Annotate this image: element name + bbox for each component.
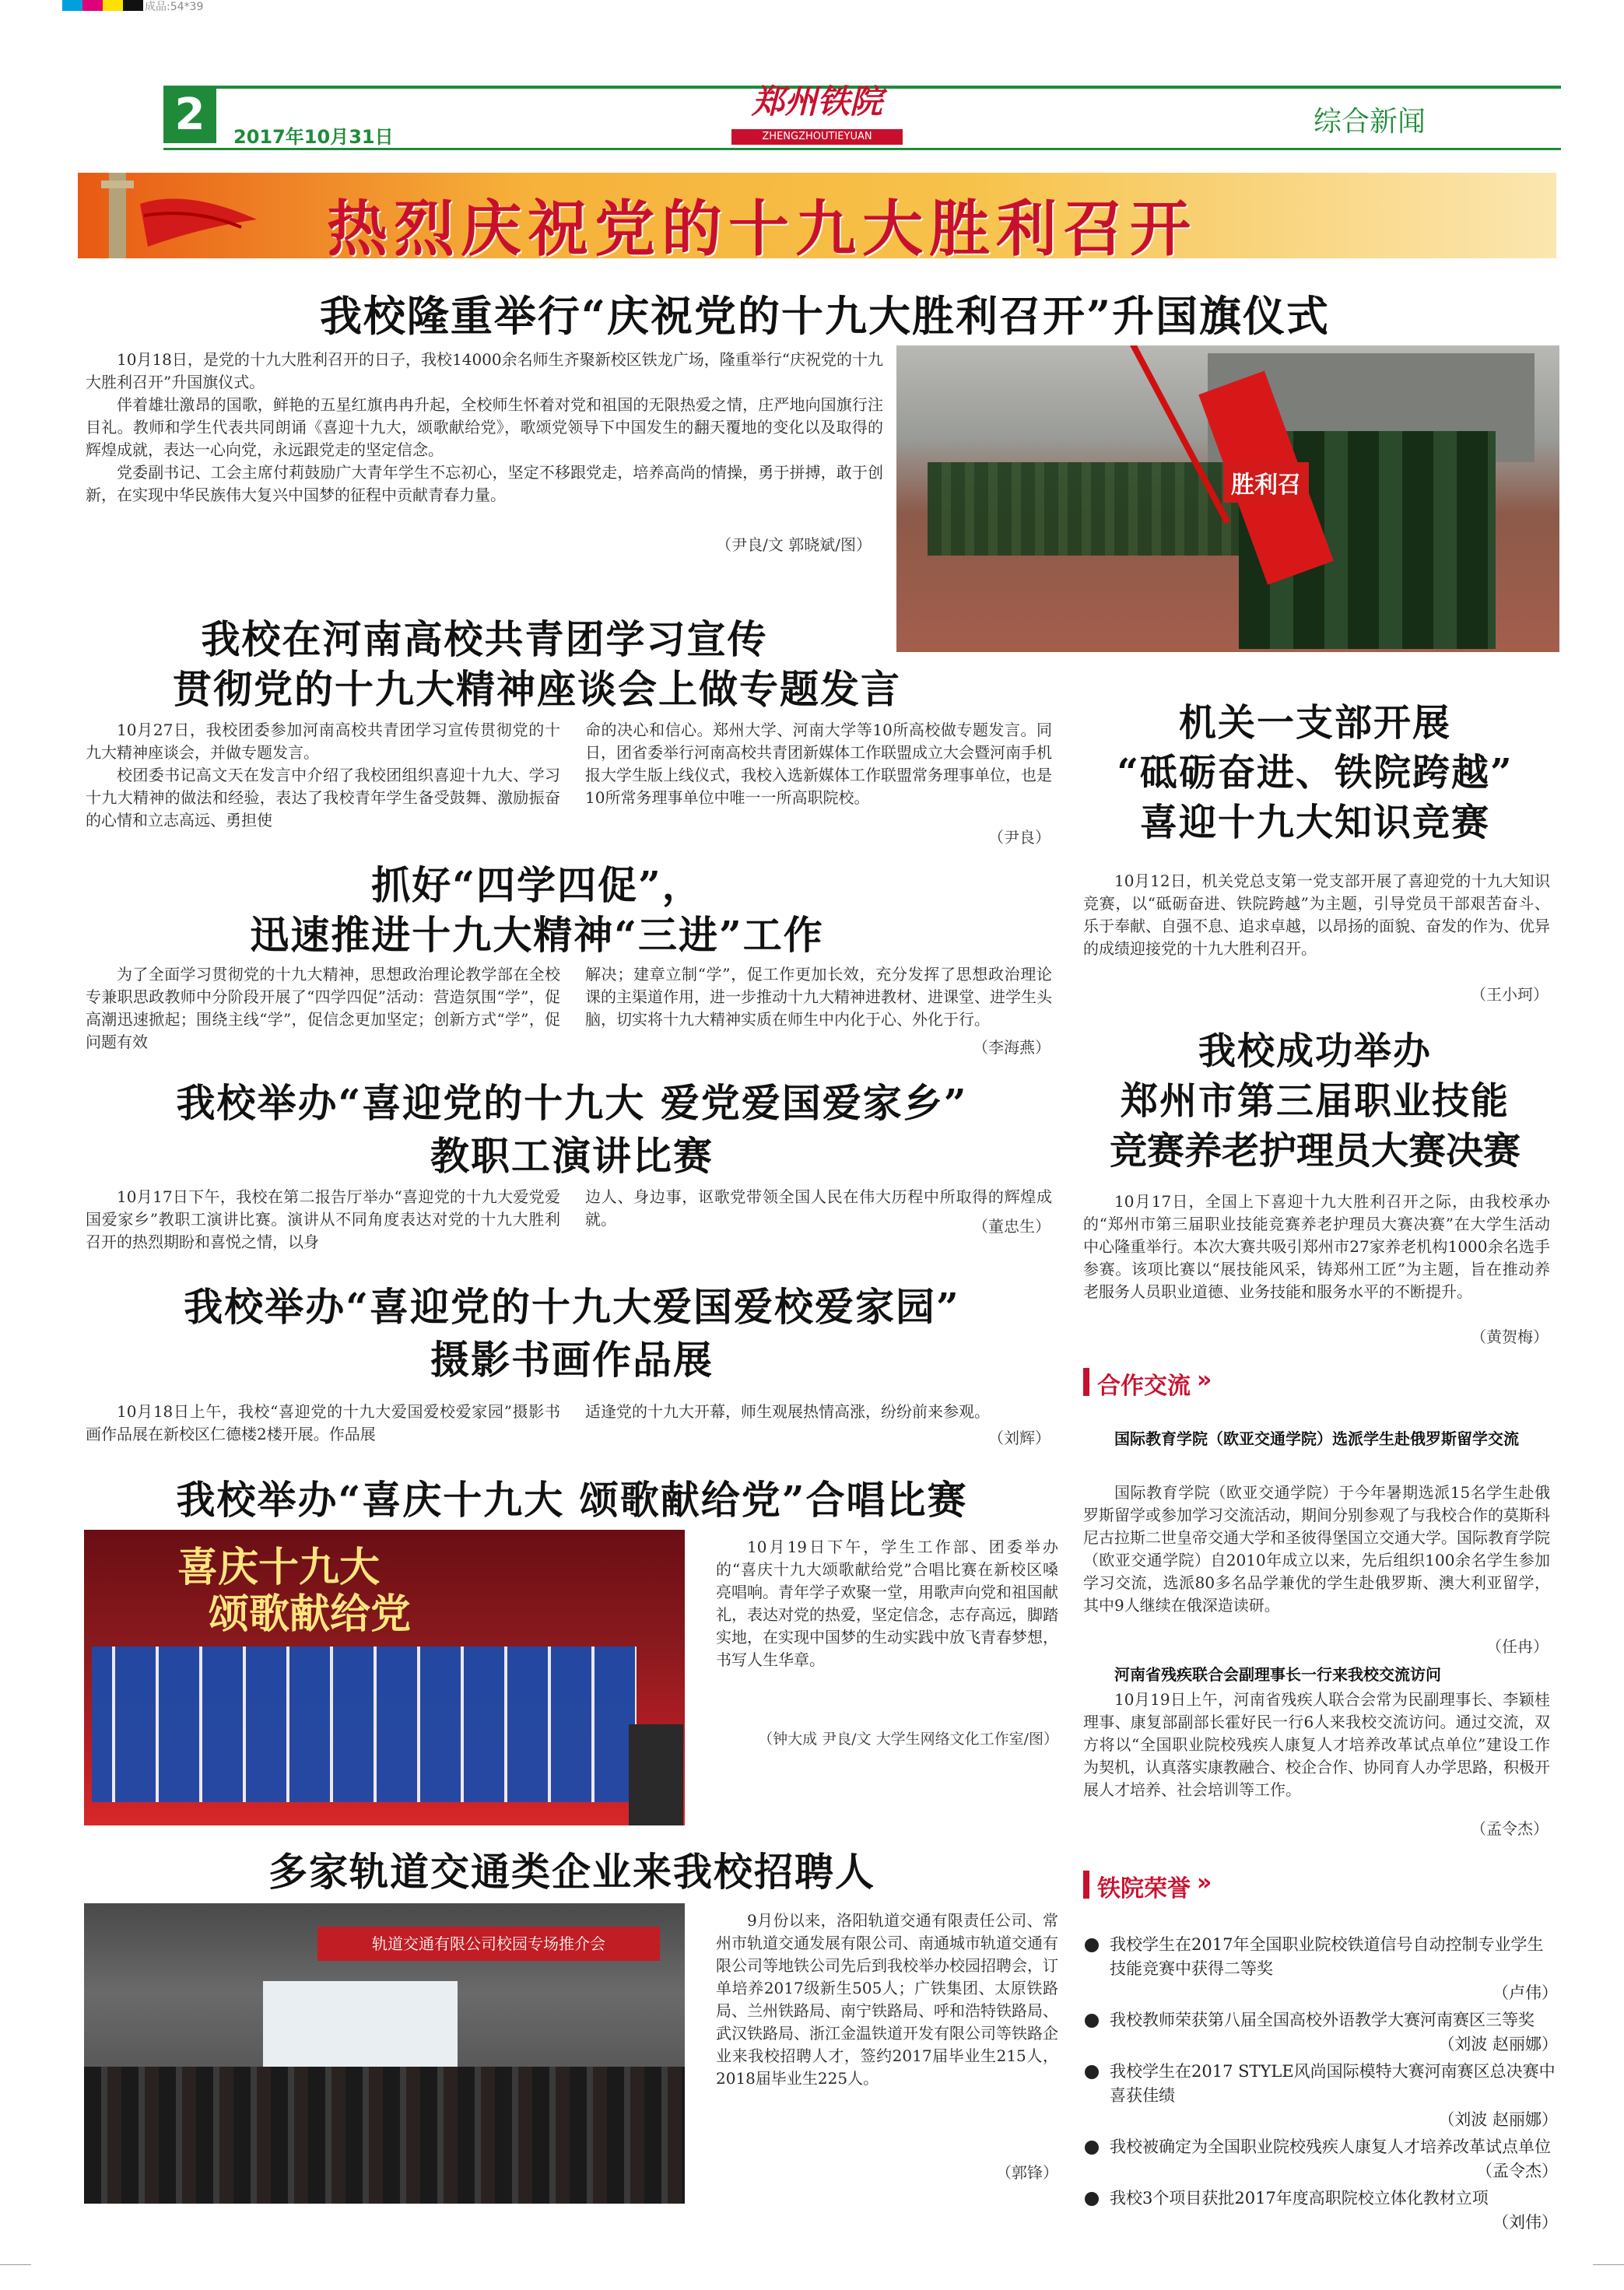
print-color-marks	[62, 0, 143, 11]
r1-title-line1: 机关一支部开展	[1178, 701, 1451, 745]
article7-title: 多家轨道交通类企业来我校招聘人	[268, 1849, 875, 1895]
honor-item-text: 我校被确定为全国职业院校残疾人康复人才培养改革试点单位	[1110, 2137, 1551, 2156]
flag-ceremony-photo	[896, 345, 1559, 652]
honor-item-text: 我校学生在2017年全国职业院校铁道信号自动控制专业学生技能竞赛中获得二等奖	[1110, 1935, 1544, 1978]
article6-p1: 10月19日下午，学生工作部、团委举办的“喜庆十九大颂歌献给党”合唱比赛在新校区嗓亮唱响。青年学子欢聚一堂，用歌声向党和祖国献礼，表达对党的热爱，坚定信念，志存高远，脚踏实地，在实现中国梦的生动实践中放飞青春梦想，书写人生华章。	[716, 1538, 1058, 1669]
honor-item-text: 我校3个项目获批2017年度高职院校立体化教材立项	[1110, 2189, 1489, 2208]
coop-section-marker	[1083, 1368, 1089, 1396]
bullet-icon	[1085, 2014, 1099, 2028]
article2-p3: 命的决心和信心。郑州大学、河南大学等10所高校做专题发言。同日，团省委举行河南高校共青团新媒体工作联盟成立大会暨河南手机报大学生版上线仪式，我校入选新媒体工作联盟常务理事单位，也是10所常务理事单位中唯一一所高职院校。	[585, 721, 1052, 807]
article5-body-left	[86, 1401, 560, 1446]
article2-p2: 校团委书记高文天在发言中介绍了我校团组织喜迎十九大、学习十九大精神的做法和经验，表达了我校青年学生备受鼓舞、激励振奋的心情和立志高远、勇担使	[86, 766, 560, 829]
huabiao-icon	[78, 173, 280, 258]
article5-p1: 10月18日上午，我校“喜迎党的十九大爱国爱校爱家园”摄影书画作品展在新校区仁德楼2楼开展。作品展	[86, 1402, 560, 1443]
article3-p1: 为了全面学习贯彻党的十九大精神，思想政治理论教学部在全校专兼职思政教师中分阶段开展了“四学四促”活动：营造氛围“学”，促高潮迅速掀起；围绕主线“学”，促信念更加坚定；创新方式“学”，促问题有效	[86, 965, 560, 1051]
article7-body	[716, 1910, 1058, 2090]
coop-s1-title: 国际教育学院（欧亚交通学院）选派学生赴俄罗斯留学交流	[1114, 1429, 1519, 1448]
coop-s1-body	[1083, 1482, 1550, 1617]
chevron-right-icon: »	[1197, 1366, 1212, 1394]
issue-date: 2017年10月31日	[233, 126, 394, 148]
article4-body-left	[86, 1186, 560, 1254]
article2-body-left	[86, 719, 560, 832]
honor-item-byline: （刘伟）	[1492, 2213, 1558, 2232]
honor-item-text: 我校教师荣获第八届全国高校外语教学大赛河南赛区三等奖	[1110, 2011, 1535, 2029]
print-size: 成品:54*39	[145, 1, 204, 13]
honor-item-byline: （刘波 赵丽娜）	[1438, 2110, 1558, 2129]
bullet-icon	[1085, 2065, 1099, 2079]
honor-item-byline: （刘波 赵丽娜）	[1438, 2035, 1558, 2053]
r2-title-line3: 竞赛养老护理员大赛决赛	[1109, 1129, 1521, 1173]
r1-p1: 10月12日，机关党总支第一党支部开展了喜迎党的十九大知识竞赛，以“砥砺奋进、铁院跨越”为主题，引导党员干部艰苦奋斗、乐于奉献、自强不息、追求卓越，以昂扬的面貌、奋发的作为、优异的成绩迎接党的十九大胜利召开。	[1083, 871, 1550, 958]
honor-item	[1083, 2060, 1558, 2132]
article3-body-right	[585, 963, 1052, 1031]
article1-p1: 10月18日，是党的十九大胜利召开的日子，我校14000余名师生齐聚新校区铁龙广场，隆重举行“庆祝党的十九大胜利召开”升国旗仪式。	[86, 350, 883, 391]
article2-title-line1: 我校在河南高校共青团学习宣传	[201, 616, 768, 662]
honor-item	[1083, 1933, 1558, 2005]
article1-p3: 党委副书记、工会主席付莉鼓励广大青年学生不忘初心，坚定不移跟党走，培养高尚的情操，勇于拼搏，敢于创新，在实现中华民族伟大复兴中国梦的征程中贡献青春力量。	[86, 463, 883, 504]
article3-title-line1: 抓好“四学四促”，	[371, 862, 703, 908]
coop-s1-byline: （任冉）	[1486, 1637, 1549, 1656]
honor-list	[1083, 1933, 1558, 2238]
honor-section-marker	[1083, 1871, 1089, 1899]
r1-byline: （王小珂）	[1471, 985, 1549, 1004]
article5-byline: （刘辉）	[988, 1429, 1051, 1447]
article1-p2: 伴着雄壮激昂的国歌，鲜艳的五星红旗冉冉升起，全校师生怀着对党和祖国的无限热爱之情，庄严地向国旗行注目礼。教师和学生代表共同朗诵《喜迎十九大，颂歌献给党》，歌颂党领导下中国发生的翻天覆地的变化以及取得的辉煌成就，表达一心向党，永远跟党走的坚定信念。	[86, 395, 883, 459]
coop-s1-p: 国际教育学院（欧亚交通学院）于今年暑期选派15名学生赴俄罗斯留学或参加学习交流活动，期间分别参观了与我校合作的莫斯科尼古拉斯二世皇帝交通大学和圣彼得堡国立交通大学。国际教育学院（欧亚交通学院）自2010年成立以来，先后组织100余名学生参加学习交流，选派80多名品学兼优的学生赴俄罗斯、澳大利亚留学，其中9人继续在俄深造读研。	[1083, 1483, 1550, 1615]
r2-title-line1: 我校成功举办	[1198, 1029, 1432, 1073]
article7-p1: 9月份以来，洛阳轨道交通有限责任公司、常州市轨道交通发展有限公司、南通城市轨道交通有限公司等地铁公司先后到我校举办校园招聘会，订单培养2017级新生505人；广铁集团、太原铁路局、兰州铁路局、南宁铁路局、呼和浩特铁路局、武汉铁路局、浙江金温铁道开发有限公司等铁路企业来我校招聘人才，签约2017届毕业生215人，2018届毕业生225人。	[716, 1911, 1058, 2088]
article5-title-line1: 我校举办“喜迎党的十九大爱国爱校爱家园”	[184, 1284, 960, 1330]
article2-p1: 10月27日，我校团委参加河南高校共青团学习宣传贯彻党的十九大精神座谈会，并做专题发言。	[86, 721, 560, 762]
page-number: 2	[163, 87, 216, 143]
photo-banner-text: 胜利召	[1223, 462, 1309, 503]
chevron-right-icon: »	[1197, 1869, 1212, 1896]
recruitment-photo	[84, 1903, 685, 2204]
r1-title-line2: “砥砺奋进、铁院跨越”	[1117, 751, 1514, 794]
photo-text-line1: 喜庆十九大	[177, 1544, 381, 1591]
article2-body-right	[585, 719, 1052, 809]
article6-body	[716, 1536, 1058, 1671]
article4-p1: 10月17日下午，我校在第二报告厅举办“喜迎党的十九大爱党爱国爱家乡”教职工演讲比赛。演讲从不同角度表达对党的十九大胜利召开的热烈期盼和喜悦之情，以身	[86, 1187, 560, 1251]
honor-item	[1083, 2135, 1558, 2183]
article7-byline: （郭锋）	[996, 2163, 1058, 2182]
choir-photo	[84, 1530, 685, 1825]
article5-title-line2: 摄影书画作品展	[430, 1337, 714, 1383]
banner	[78, 173, 1556, 265]
photo-text-line2: 颂歌献给党	[209, 1590, 412, 1638]
r2-body	[1083, 1191, 1550, 1303]
honor-item	[1083, 2008, 1558, 2057]
photo-audience	[84, 2067, 685, 2204]
photo-choir	[92, 1646, 637, 1802]
article1-body	[86, 349, 883, 507]
r1-body	[1083, 870, 1550, 960]
banner-title: 热烈庆祝党的十九大胜利召开	[327, 194, 1198, 265]
honor-item-byline: （卢伟）	[1492, 1983, 1558, 2002]
article2-title-line2: 贯彻党的十九大精神座谈会上做专题发言	[173, 666, 901, 712]
masthead-logo: 郑州铁院	[751, 82, 882, 121]
article1-byline: （尹良/文 郭晓斌/图）	[716, 535, 872, 554]
r2-p1: 10月17日，全国上下喜迎十九大胜利召开之际，由我校承办的“郑州市第三届职业技能竞赛养老护理员大赛决赛”在大学生活动中心隆重举行。本次大赛共吸引郑州市27家养老机构1000余名选手参赛。该项比赛以“展技能风采，铸郑州工匠”为主题，旨在推动养老服务人员职业道德、业务技能和服务水平的不断提升。	[1083, 1192, 1550, 1301]
article3-byline: （李海燕）	[973, 1038, 1051, 1057]
article2-byline: （尹良）	[988, 828, 1051, 847]
coop-s2-title: 河南省残疾联合会副理事长一行来我校交流访问	[1114, 1665, 1441, 1684]
bullet-icon	[1085, 2192, 1099, 2206]
coop-s2-byline: （孟令杰）	[1471, 1819, 1549, 1838]
coop-section-title: 合作交流	[1097, 1373, 1191, 1400]
honor-item-text: 我校学生在2017 STYLE风尚国际模特大赛河南赛区总决赛中喜获佳绩	[1110, 2062, 1556, 2105]
article5-body-right	[585, 1401, 1052, 1423]
crop-mark	[0, 2264, 31, 2265]
article4-byline: （董忠生）	[973, 1217, 1051, 1236]
r2-title-line2: 郑州市第三届职业技能	[1120, 1079, 1510, 1123]
masthead-logo-en: ZHENGZHOUTIEYUAN	[731, 129, 903, 145]
photo-banner: 轨道交通有限公司校园专场推介会	[317, 1927, 660, 1961]
article4-title-line1: 我校举办“喜迎党的十九大 爱党爱国爱家乡”	[176, 1080, 968, 1126]
article3-body-left	[86, 963, 560, 1054]
article6-title: 我校举办“喜庆十九大 颂歌献给党”合唱比赛	[176, 1477, 968, 1523]
coop-s2-body	[1083, 1689, 1550, 1801]
article4-p2: 边人、身边事，讴歌党带领全国人民在伟大历程中所取得的辉煌成就。	[585, 1187, 1052, 1229]
article3-title-line2: 迅速推进十九大精神“三进”工作	[250, 912, 824, 958]
r1-title-line3: 喜迎十九大知识竞赛	[1139, 801, 1490, 844]
article1-title: 我校隆重举行“庆祝党的十九大胜利召开”升国旗仪式	[319, 291, 1331, 341]
section-name: 综合新闻	[1313, 106, 1426, 138]
article5-p2: 适逢党的十九大开幕，师生观展热情高涨，纷纷前来参观。	[585, 1402, 990, 1421]
r2-byline: （黄贺梅）	[1471, 1327, 1549, 1346]
coop-s2-p: 10月19日上午，河南省残疾人联合会常为民副理事长、李颖桂理事、康复部副部长霍好民一行6人来我校交流访问。通过交流，双方将以“全国职业院校残疾人康复人才培养改革试点单位”建设工作为契机，认真落实康教融合、校企合作、协同育人办学思路，积极开展人才培养、社会培训等工作。	[1083, 1690, 1550, 1799]
honor-item-byline: （孟令杰）	[1476, 2162, 1558, 2180]
article4-title-line2: 教职工演讲比赛	[430, 1133, 714, 1179]
crop-mark	[1593, 2264, 1624, 2265]
bullet-icon	[1085, 2141, 1099, 2155]
photo-conductor	[629, 1724, 683, 1825]
honor-item	[1083, 2187, 1558, 2235]
honor-section-title: 铁院荣誉	[1097, 1875, 1191, 1902]
article3-p2: 解决；建章立制“学”，促工作更加长效，充分发挥了思想政治理论课的主渠道作用，进一步推动十九大精神进教材、进课堂、进学生头脑，切实将十九大精神实质在师生中内化于心、外化于行。	[585, 965, 1052, 1029]
bullet-icon	[1085, 1938, 1099, 1952]
article6-byline: （钟大成 尹良/文 大学生网络文化工作室/图）	[758, 1731, 1058, 1748]
